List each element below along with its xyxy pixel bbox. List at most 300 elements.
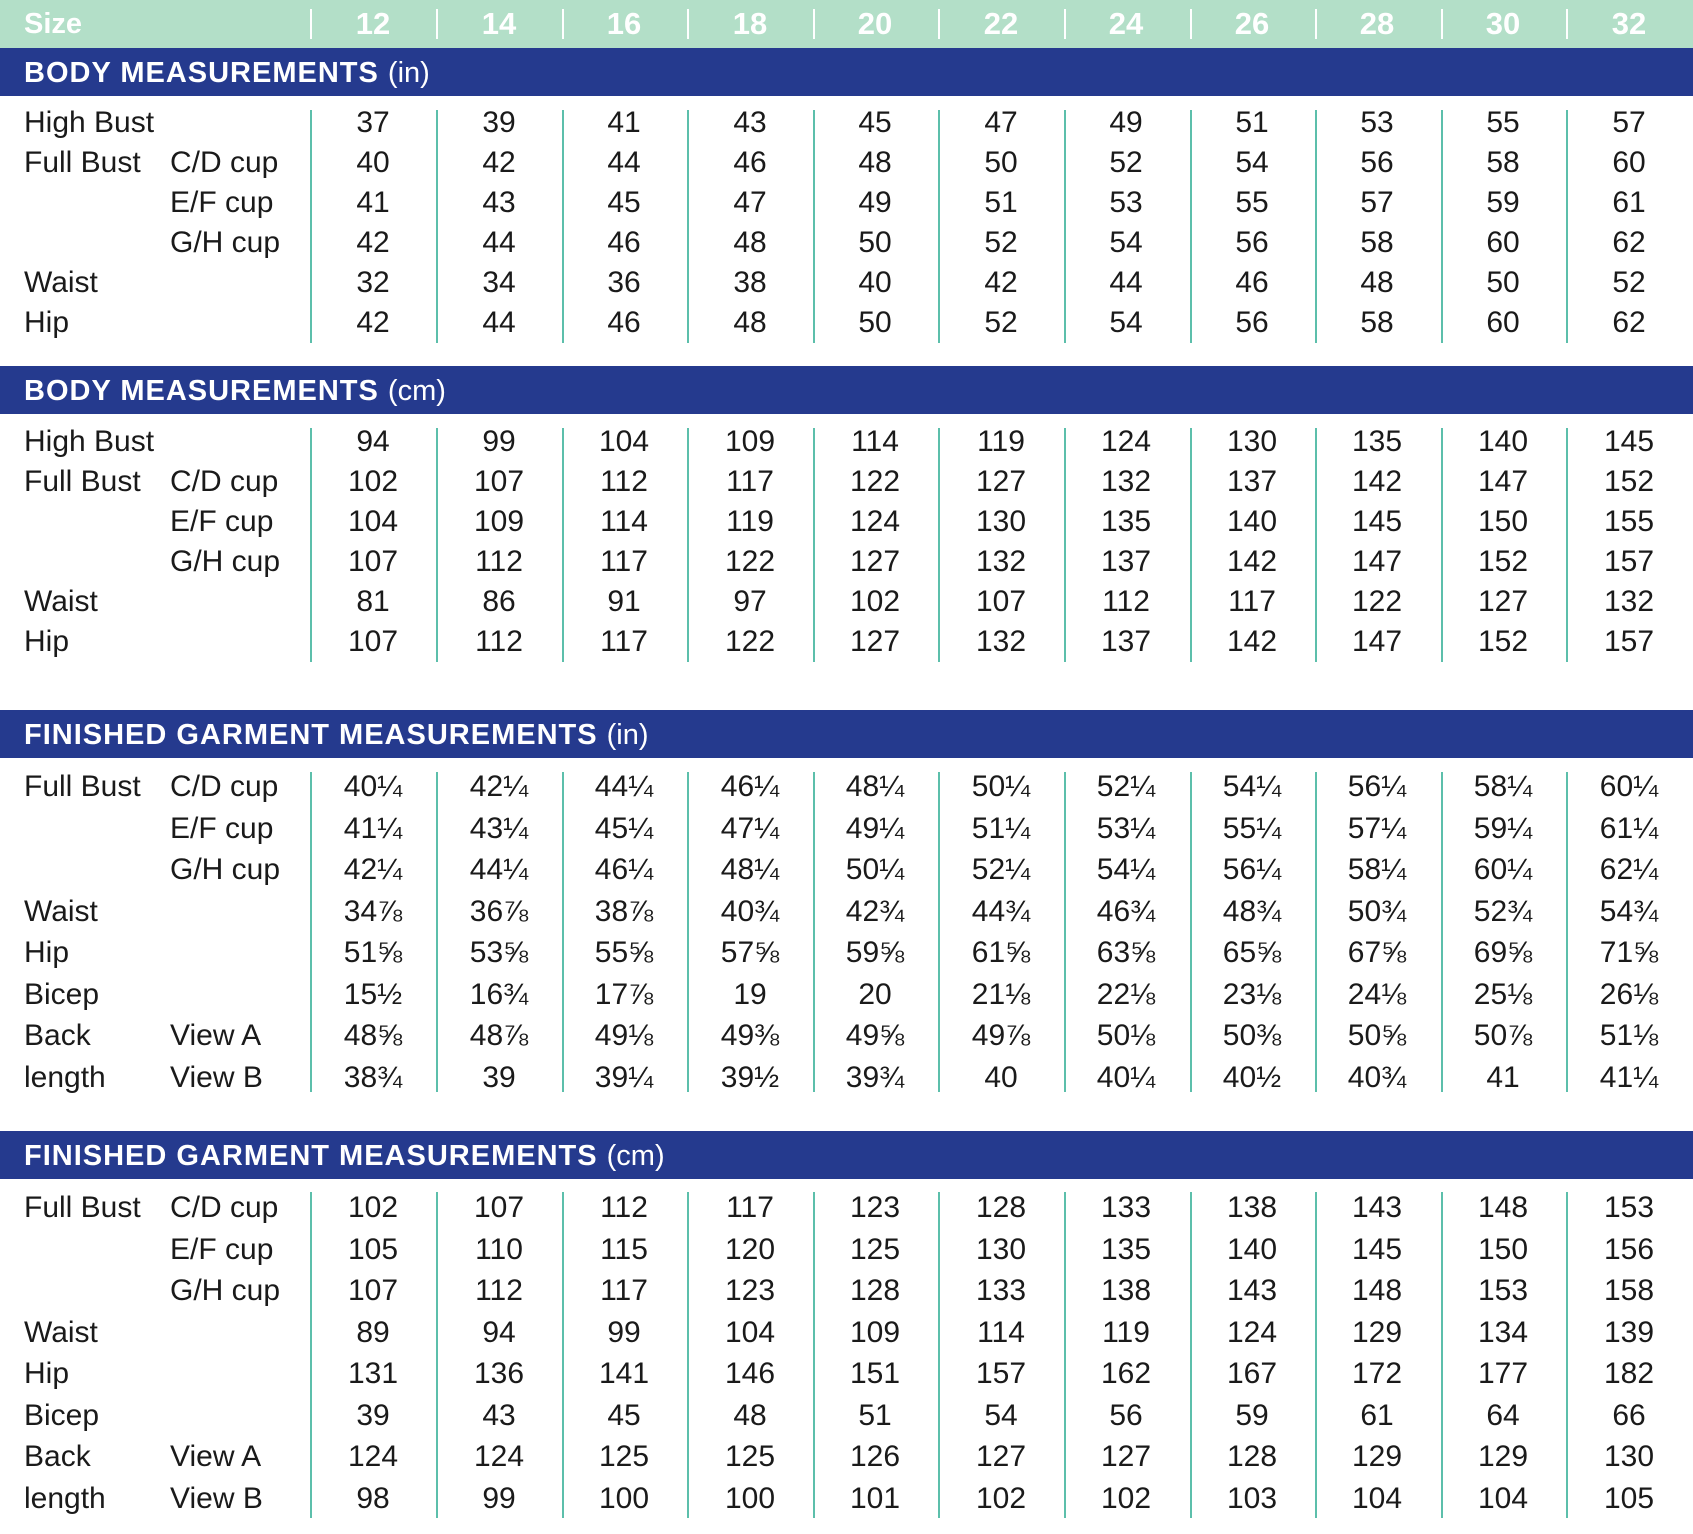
- table-cell: 91: [607, 585, 641, 618]
- table-cell: 59: [1486, 186, 1520, 219]
- row-sublabel: G/H cup: [170, 545, 281, 578]
- table-cell: 50: [858, 306, 892, 339]
- table-cell: 104: [1351, 1481, 1403, 1515]
- table-cell: 100: [724, 1481, 776, 1515]
- table-cell: 130: [975, 1232, 1027, 1266]
- table-cell: 81: [356, 585, 390, 618]
- row-sublabel: C/D cup: [170, 770, 279, 803]
- table-cell: 123: [724, 1274, 776, 1307]
- table-cell: 42¼: [343, 853, 403, 886]
- table-cell: 136: [473, 1357, 525, 1390]
- size-separator: [1566, 9, 1568, 39]
- table-cell: 102: [347, 465, 399, 498]
- table-cell: 50: [858, 226, 892, 259]
- table-cell: 46¼: [594, 853, 654, 886]
- table-cell: 132: [1603, 585, 1655, 618]
- table-cell: 16¾: [469, 977, 529, 1011]
- table-cell: 153: [1603, 1191, 1655, 1224]
- table-cell: 53: [1109, 186, 1143, 219]
- table-cell: 125: [724, 1440, 776, 1473]
- table-cell: 157: [975, 1357, 1027, 1390]
- table-cell: 127: [849, 545, 901, 578]
- table-cell: 53: [1360, 106, 1394, 139]
- table-cell: 140: [1226, 505, 1278, 538]
- table-cell: 50¾: [1347, 894, 1407, 928]
- table-cell: 44¼: [594, 770, 654, 803]
- table-cell: 54: [1235, 146, 1269, 179]
- column-divider: [813, 428, 815, 662]
- table-cell: 48⅝: [343, 1019, 403, 1052]
- table-cell: 42: [482, 146, 516, 179]
- table-cell: 34: [482, 266, 516, 299]
- table-cell: 104: [598, 425, 650, 458]
- table-cell: 128: [975, 1191, 1027, 1224]
- table-cell: 42: [356, 226, 390, 259]
- table-cell: 117: [726, 465, 774, 498]
- table-cell: 58: [1486, 146, 1520, 179]
- size-separator: [1064, 9, 1066, 39]
- table-cell: 152: [1477, 545, 1529, 578]
- table-cell: 97: [733, 585, 767, 618]
- column-divider: [1441, 772, 1443, 1092]
- table-cell: 107: [347, 625, 399, 658]
- table-cell: 54: [1109, 306, 1143, 339]
- table-cell: 48: [733, 226, 767, 259]
- column-divider: [687, 772, 689, 1092]
- table-cell: 99: [607, 1315, 641, 1349]
- table-cell: 56: [1109, 1398, 1143, 1432]
- table-cell: 50⅞: [1473, 1019, 1533, 1052]
- table-cell: 156: [1603, 1232, 1655, 1266]
- row-label: length: [24, 1481, 106, 1515]
- table-cell: 50⅝: [1347, 1019, 1407, 1052]
- column-divider: [436, 110, 438, 343]
- table-cell: 62¼: [1599, 853, 1659, 886]
- table-cell: 43: [482, 186, 516, 219]
- column-divider: [436, 1192, 438, 1518]
- table-cell: 101: [849, 1481, 901, 1515]
- table-cell: 57: [1612, 106, 1646, 139]
- table-cell: 52: [1612, 266, 1646, 299]
- table-cell: 61⅝: [971, 936, 1031, 969]
- table-cell: 55: [1486, 106, 1520, 139]
- row-label: Waist: [24, 894, 98, 928]
- table-cell: 48¾: [1222, 894, 1282, 928]
- table-cell: 114: [600, 505, 648, 538]
- table-cell: 109: [473, 505, 525, 538]
- table-cell: 54: [1109, 226, 1143, 259]
- table-cell: 43: [733, 106, 767, 139]
- column-divider: [1064, 772, 1066, 1092]
- table-cell: 143: [1226, 1274, 1278, 1307]
- table-cell: 145: [1351, 1232, 1403, 1266]
- table-cell: 131: [347, 1357, 399, 1390]
- size-header-32: 32: [1611, 6, 1647, 41]
- row-label: Bicep: [24, 977, 100, 1011]
- column-divider: [1315, 772, 1317, 1092]
- table-cell: 47: [733, 186, 767, 219]
- table-cell: 52: [1109, 146, 1143, 179]
- column-divider: [687, 110, 689, 343]
- table-cell: 61: [1360, 1398, 1394, 1432]
- table-cell: 50⅜: [1222, 1019, 1282, 1052]
- table-cell: 49⅛: [594, 1019, 654, 1052]
- table-cell: 117: [726, 1191, 774, 1224]
- table-cell: 43¼: [469, 811, 529, 845]
- table-cell: 122: [849, 465, 901, 498]
- section-banner: [0, 1131, 1693, 1179]
- table-cell: 60¼: [1599, 770, 1659, 803]
- row-sublabel: C/D cup: [170, 146, 279, 179]
- table-cell: 102: [347, 1191, 399, 1224]
- table-cell: 52: [984, 306, 1018, 339]
- table-cell: 62: [1612, 226, 1646, 259]
- table-cell: 41¼: [343, 811, 403, 845]
- table-cell: 122: [724, 625, 776, 658]
- table-cell: 117: [1228, 585, 1276, 618]
- table-cell: 119: [726, 505, 774, 538]
- table-cell: 51: [1235, 106, 1269, 139]
- table-cell: 57¼: [1347, 811, 1407, 845]
- table-cell: 134: [1477, 1315, 1529, 1349]
- table-cell: 141: [598, 1357, 650, 1390]
- table-cell: 41: [1486, 1060, 1520, 1094]
- table-cell: 115: [600, 1232, 648, 1266]
- table-cell: 40¾: [720, 894, 780, 928]
- table-cell: 107: [347, 545, 399, 578]
- table-cell: 52: [984, 226, 1018, 259]
- table-cell: 117: [600, 545, 648, 578]
- table-cell: 123: [849, 1191, 901, 1224]
- table-cell: 60: [1486, 226, 1520, 259]
- section-banner: [0, 48, 1693, 96]
- column-divider: [310, 772, 312, 1092]
- section-title: [24, 710, 649, 760]
- column-divider: [1566, 428, 1568, 662]
- column-divider: [1566, 110, 1568, 343]
- table-cell: 110: [475, 1232, 523, 1266]
- table-cell: 47: [984, 106, 1018, 139]
- table-cell: 112: [475, 625, 523, 658]
- table-cell: 61: [1612, 186, 1646, 219]
- table-cell: 104: [1477, 1481, 1529, 1515]
- table-cell: 150: [1477, 1232, 1529, 1266]
- table-cell: 126: [849, 1440, 901, 1473]
- row-label: Waist: [24, 1315, 98, 1349]
- row-sublabel: C/D cup: [170, 465, 279, 498]
- table-cell: 53⅝: [469, 936, 529, 969]
- table-cell: 105: [1603, 1481, 1655, 1515]
- table-cell: 43: [482, 1398, 516, 1432]
- row-sublabel: View B: [170, 1060, 263, 1094]
- table-cell: 94: [482, 1315, 516, 1349]
- table-cell: 48¼: [720, 853, 780, 886]
- table-cell: 64: [1486, 1398, 1520, 1432]
- table-cell: 48: [858, 146, 892, 179]
- row-sublabel: G/H cup: [170, 853, 281, 886]
- column-divider: [1566, 772, 1568, 1092]
- column-divider: [562, 1192, 564, 1518]
- table-cell: 124: [849, 505, 901, 538]
- table-cell: 54: [984, 1398, 1018, 1432]
- table-cell: 39¾: [845, 1060, 905, 1094]
- size-header-30: 30: [1485, 6, 1521, 41]
- table-cell: 120: [724, 1232, 776, 1266]
- table-cell: 125: [598, 1440, 650, 1473]
- table-cell: 114: [851, 425, 899, 458]
- table-cell: 59¼: [1473, 811, 1533, 845]
- table-cell: 51⅛: [1599, 1019, 1659, 1052]
- table-cell: 98: [356, 1481, 390, 1515]
- table-cell: 89: [356, 1315, 390, 1349]
- table-cell: 132: [1100, 465, 1152, 498]
- table-cell: 25⅛: [1473, 977, 1533, 1011]
- row-label: Full Bust: [24, 465, 141, 498]
- section-title: [24, 1131, 665, 1181]
- size-separator: [562, 9, 564, 39]
- table-cell: 127: [975, 465, 1027, 498]
- table-cell: 112: [600, 465, 648, 498]
- table-cell: 127: [1477, 585, 1529, 618]
- table-cell: 102: [849, 585, 901, 618]
- table-cell: 48: [733, 1398, 767, 1432]
- table-cell: 109: [849, 1315, 901, 1349]
- size-separator: [938, 9, 940, 39]
- row-label: High Bust: [24, 425, 155, 458]
- row-label: Hip: [24, 936, 70, 969]
- section-unit: (in): [387, 57, 430, 89]
- row-label: Hip: [24, 625, 70, 658]
- column-divider: [938, 1192, 940, 1518]
- row-sublabel: E/F cup: [170, 811, 274, 845]
- table-cell: 56: [1360, 146, 1394, 179]
- table-cell: 62: [1612, 306, 1646, 339]
- table-cell: 147: [1351, 625, 1403, 658]
- size-header-26: 26: [1234, 6, 1270, 41]
- table-cell: 45: [607, 1398, 641, 1432]
- size-separator: [1190, 9, 1192, 39]
- section-title-text: FINISHED GARMENT MEASUREMENTS: [24, 1140, 598, 1172]
- table-cell: 162: [1100, 1357, 1152, 1390]
- table-cell: 56¼: [1347, 770, 1407, 803]
- table-cell: 48⅞: [469, 1019, 529, 1052]
- size-header-bar: [0, 0, 1693, 48]
- size-separator: [1441, 9, 1443, 39]
- row-label: Full Bust: [24, 146, 141, 179]
- table-cell: 103: [1226, 1481, 1278, 1515]
- table-cell: 122: [724, 545, 776, 578]
- table-cell: 112: [475, 1274, 523, 1307]
- table-cell: 102: [975, 1481, 1027, 1515]
- table-cell: 58: [1360, 226, 1394, 259]
- row-label: Bicep: [24, 1398, 100, 1432]
- table-cell: 56¼: [1222, 853, 1282, 886]
- table-cell: 50: [1486, 266, 1520, 299]
- table-cell: 107: [975, 585, 1027, 618]
- table-cell: 40¾: [1347, 1060, 1407, 1094]
- table-cell: 100: [598, 1481, 650, 1515]
- table-cell: 167: [1226, 1357, 1278, 1390]
- row-label: Hip: [24, 1357, 70, 1390]
- table-cell: 55⅝: [594, 936, 654, 969]
- section-title-text: BODY MEASUREMENTS: [24, 375, 379, 407]
- table-cell: 69⅝: [1473, 936, 1533, 969]
- row-label: Waist: [24, 585, 98, 618]
- table-cell: 59: [1235, 1398, 1269, 1432]
- size-header-24: 24: [1108, 6, 1144, 41]
- table-cell: 129: [1351, 1315, 1403, 1349]
- table-cell: 133: [975, 1274, 1027, 1307]
- table-cell: 44¼: [469, 853, 529, 886]
- column-divider: [1315, 428, 1317, 662]
- column-divider: [813, 110, 815, 343]
- table-cell: 140: [1226, 1232, 1278, 1266]
- table-cell: 44: [1109, 266, 1143, 299]
- table-cell: 137: [1226, 465, 1278, 498]
- table-cell: 45: [858, 106, 892, 139]
- table-cell: 104: [724, 1315, 776, 1349]
- table-cell: 42: [984, 266, 1018, 299]
- table-cell: 117: [600, 625, 648, 658]
- table-cell: 142: [1226, 625, 1278, 658]
- table-cell: 119: [977, 425, 1025, 458]
- row-label: length: [24, 1060, 106, 1094]
- column-divider: [938, 428, 940, 662]
- table-cell: 54¾: [1599, 894, 1659, 928]
- table-cell: 39: [482, 1060, 516, 1094]
- table-cell: 39: [356, 1398, 390, 1432]
- table-cell: 145: [1603, 425, 1655, 458]
- table-cell: 128: [849, 1274, 901, 1307]
- table-cell: 147: [1477, 465, 1529, 498]
- table-cell: 86: [482, 585, 516, 618]
- table-cell: 42: [356, 306, 390, 339]
- column-divider: [310, 428, 312, 662]
- table-cell: 124: [347, 1440, 399, 1473]
- table-cell: 107: [473, 1191, 525, 1224]
- table-cell: 71⅝: [1599, 936, 1659, 969]
- table-cell: 130: [1603, 1440, 1655, 1473]
- row-sublabel: E/F cup: [170, 186, 274, 219]
- table-cell: 127: [1100, 1440, 1152, 1473]
- table-cell: 135: [1100, 505, 1152, 538]
- table-cell: 39½: [720, 1060, 780, 1094]
- table-cell: 40: [356, 146, 390, 179]
- section-banner: [0, 710, 1693, 758]
- table-cell: 37: [356, 106, 390, 139]
- table-cell: 38⅞: [594, 894, 654, 928]
- table-cell: 45¼: [594, 811, 654, 845]
- column-divider: [687, 1192, 689, 1518]
- table-cell: 133: [1100, 1191, 1152, 1224]
- table-cell: 44: [482, 226, 516, 259]
- table-cell: 39: [482, 106, 516, 139]
- table-cell: 40½: [1222, 1060, 1282, 1094]
- size-header-14: 14: [481, 6, 517, 41]
- section-unit: (cm): [387, 375, 446, 407]
- table-cell: 52¼: [971, 853, 1031, 886]
- table-cell: 157: [1603, 625, 1655, 658]
- table-cell: 60: [1612, 146, 1646, 179]
- table-cell: 53¼: [1096, 811, 1156, 845]
- table-cell: 58¼: [1473, 770, 1533, 803]
- table-cell: 49¼: [845, 811, 905, 845]
- table-cell: 124: [1226, 1315, 1278, 1349]
- table-cell: 129: [1351, 1440, 1403, 1473]
- column-divider: [813, 1192, 815, 1518]
- size-header-16: 16: [606, 6, 642, 41]
- table-cell: 65⅝: [1222, 936, 1282, 969]
- table-cell: 152: [1477, 625, 1529, 658]
- table-cell: 60: [1486, 306, 1520, 339]
- table-cell: 54¼: [1096, 853, 1156, 886]
- section-banner: [0, 366, 1693, 414]
- table-cell: 38: [733, 266, 767, 299]
- table-cell: 132: [975, 545, 1027, 578]
- size-header-28: 28: [1359, 6, 1395, 41]
- table-cell: 152: [1603, 465, 1655, 498]
- column-divider: [310, 1192, 312, 1518]
- table-cell: 177: [1477, 1357, 1529, 1390]
- size-separator: [1315, 9, 1317, 39]
- table-cell: 42¾: [845, 894, 905, 928]
- column-divider: [687, 428, 689, 662]
- column-divider: [562, 110, 564, 343]
- column-divider: [562, 428, 564, 662]
- table-cell: 47¼: [720, 811, 780, 845]
- table-cell: 24⅛: [1347, 977, 1407, 1011]
- table-cell: 129: [1477, 1440, 1529, 1473]
- table-cell: 41: [356, 186, 390, 219]
- row-sublabel: G/H cup: [170, 1274, 281, 1307]
- table-cell: 137: [1100, 545, 1152, 578]
- column-divider: [562, 772, 564, 1092]
- table-cell: 140: [1477, 425, 1529, 458]
- table-cell: 52¾: [1473, 894, 1533, 928]
- table-cell: 40¼: [343, 770, 403, 803]
- table-cell: 147: [1351, 545, 1403, 578]
- row-label: Full Bust: [24, 1191, 141, 1224]
- table-cell: 51: [858, 1398, 892, 1432]
- section-unit: (in): [606, 719, 649, 751]
- table-cell: 58¼: [1347, 853, 1407, 886]
- table-cell: 117: [600, 1274, 648, 1307]
- size-separator: [310, 9, 312, 39]
- table-cell: 112: [600, 1191, 648, 1224]
- table-cell: 46: [733, 146, 767, 179]
- table-cell: 49⅞: [971, 1019, 1031, 1052]
- column-divider: [1315, 110, 1317, 343]
- table-cell: 119: [1102, 1315, 1150, 1349]
- table-cell: 66: [1612, 1398, 1646, 1432]
- size-header-18: 18: [732, 6, 768, 41]
- table-cell: 19: [733, 977, 767, 1011]
- table-cell: 48: [733, 306, 767, 339]
- table-cell: 139: [1603, 1315, 1655, 1349]
- table-cell: 40: [858, 266, 892, 299]
- table-cell: 128: [1226, 1440, 1278, 1473]
- table-cell: 17⅞: [594, 977, 654, 1011]
- table-cell: 138: [1100, 1274, 1152, 1307]
- table-cell: 56: [1235, 306, 1269, 339]
- column-divider: [1190, 110, 1192, 343]
- row-label: Hip: [24, 306, 70, 339]
- table-cell: 57: [1360, 186, 1394, 219]
- table-cell: 22⅛: [1096, 977, 1156, 1011]
- table-cell: 48: [1360, 266, 1394, 299]
- row-label: High Bust: [24, 106, 155, 139]
- row-sublabel: View B: [170, 1481, 263, 1515]
